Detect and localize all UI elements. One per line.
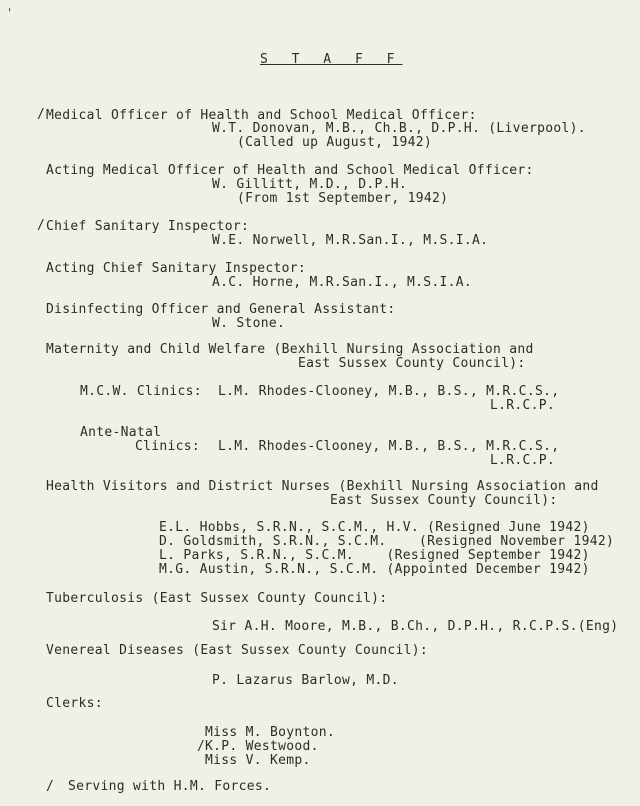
antenatal-doctor-cont: L.R.C.P. (490, 453, 556, 468)
clerks-heading: Clerks: (46, 696, 103, 711)
antenatal-doctor: L.M. Rhodes-Clooney, M.B., B.S., M.R.C.S., (218, 439, 560, 454)
acting-csi-heading: Acting Chief Sanitary Inspector: (46, 261, 307, 276)
health-visitor-entry: M.G. Austin, S.R.N., S.C.M. (Appointed December 1942) (159, 562, 590, 577)
moh-name: W.T. Donovan, M.B., Ch.B., D.P.H. (Liverpool). (212, 121, 586, 136)
page-title: S T A F F (260, 52, 403, 67)
venereal-heading: Venereal Diseases (East Sussex County Council): (46, 643, 428, 658)
footnote-text: Serving with H.M. Forces. (68, 779, 272, 794)
disinfecting-name: W. Stone. (212, 316, 286, 331)
antenatal-label-cont: Clinics: (135, 439, 201, 454)
forces-mark: / (37, 218, 46, 233)
mcw-clinics-doctor: L.M. Rhodes-Clooney, M.B., B.S., M.R.C.S., (218, 384, 560, 399)
clerk-name: K.P. Westwood. (205, 739, 319, 754)
acting-moh-note: (From 1st September, 1942) (237, 191, 449, 206)
acting-csi-name: A.C. Horne, M.R.San.I., M.S.I.A. (212, 275, 473, 290)
antenatal-label: Ante-Natal (80, 425, 162, 440)
health-visitor-entry: D. Goldsmith, S.R.N., S.C.M. (Resigned November 1942) (159, 534, 615, 549)
tuberculosis-name: Sir A.H. Moore, M.B., B.Ch., D.P.H., R.C.P.S.(Eng) (212, 619, 619, 634)
forces-mark: / (197, 739, 206, 754)
venereal-name: P. Lazarus Barlow, M.D. (212, 673, 399, 688)
mcw-clinics-doctor-cont: L.R.C.P. (490, 398, 556, 413)
health-visitor-entry: E.L. Hobbs, S.R.N., S.C.M., H.V. (Resigned June 1942) (159, 520, 590, 535)
maternity-heading: Maternity and Child Welfare (Bexhill Nursing Association and (46, 342, 534, 357)
health-visitors-heading-cont: East Sussex County Council): (330, 493, 558, 508)
tuberculosis-heading: Tuberculosis (East Sussex County Council): (46, 591, 388, 606)
footnote-mark: / (46, 779, 55, 794)
moh-note: (Called up August, 1942) (237, 135, 433, 150)
csi-name: W.E. Norwell, M.R.San.I., M.S.I.A. (212, 233, 489, 248)
health-visitor-entry: L. Parks, S.R.N., S.C.M. (Resigned September 1942) (159, 548, 590, 563)
mcw-clinics-label: M.C.W. Clinics: (80, 384, 202, 399)
csi-heading: Chief Sanitary Inspector: (46, 219, 250, 234)
health-visitors-heading: Health Visitors and District Nurses (Bexhill Nursing Association and (46, 479, 599, 494)
forces-mark: / (37, 107, 46, 122)
moh-heading: Medical Officer of Health and School Medical Officer: (46, 108, 477, 123)
clerk-name: Miss M. Boynton. (205, 725, 336, 740)
maternity-heading-cont: East Sussex County Council): (298, 356, 526, 371)
disinfecting-heading: Disinfecting Officer and General Assistant: (46, 302, 396, 317)
acting-moh-heading: Acting Medical Officer of Health and School Medical Officer: (46, 163, 534, 178)
acting-moh-name: W. Gillitt, M.D., D.P.H. (212, 177, 408, 192)
corner-mark: ' (6, 6, 14, 20)
clerk-name: Miss V. Kemp. (205, 753, 311, 768)
